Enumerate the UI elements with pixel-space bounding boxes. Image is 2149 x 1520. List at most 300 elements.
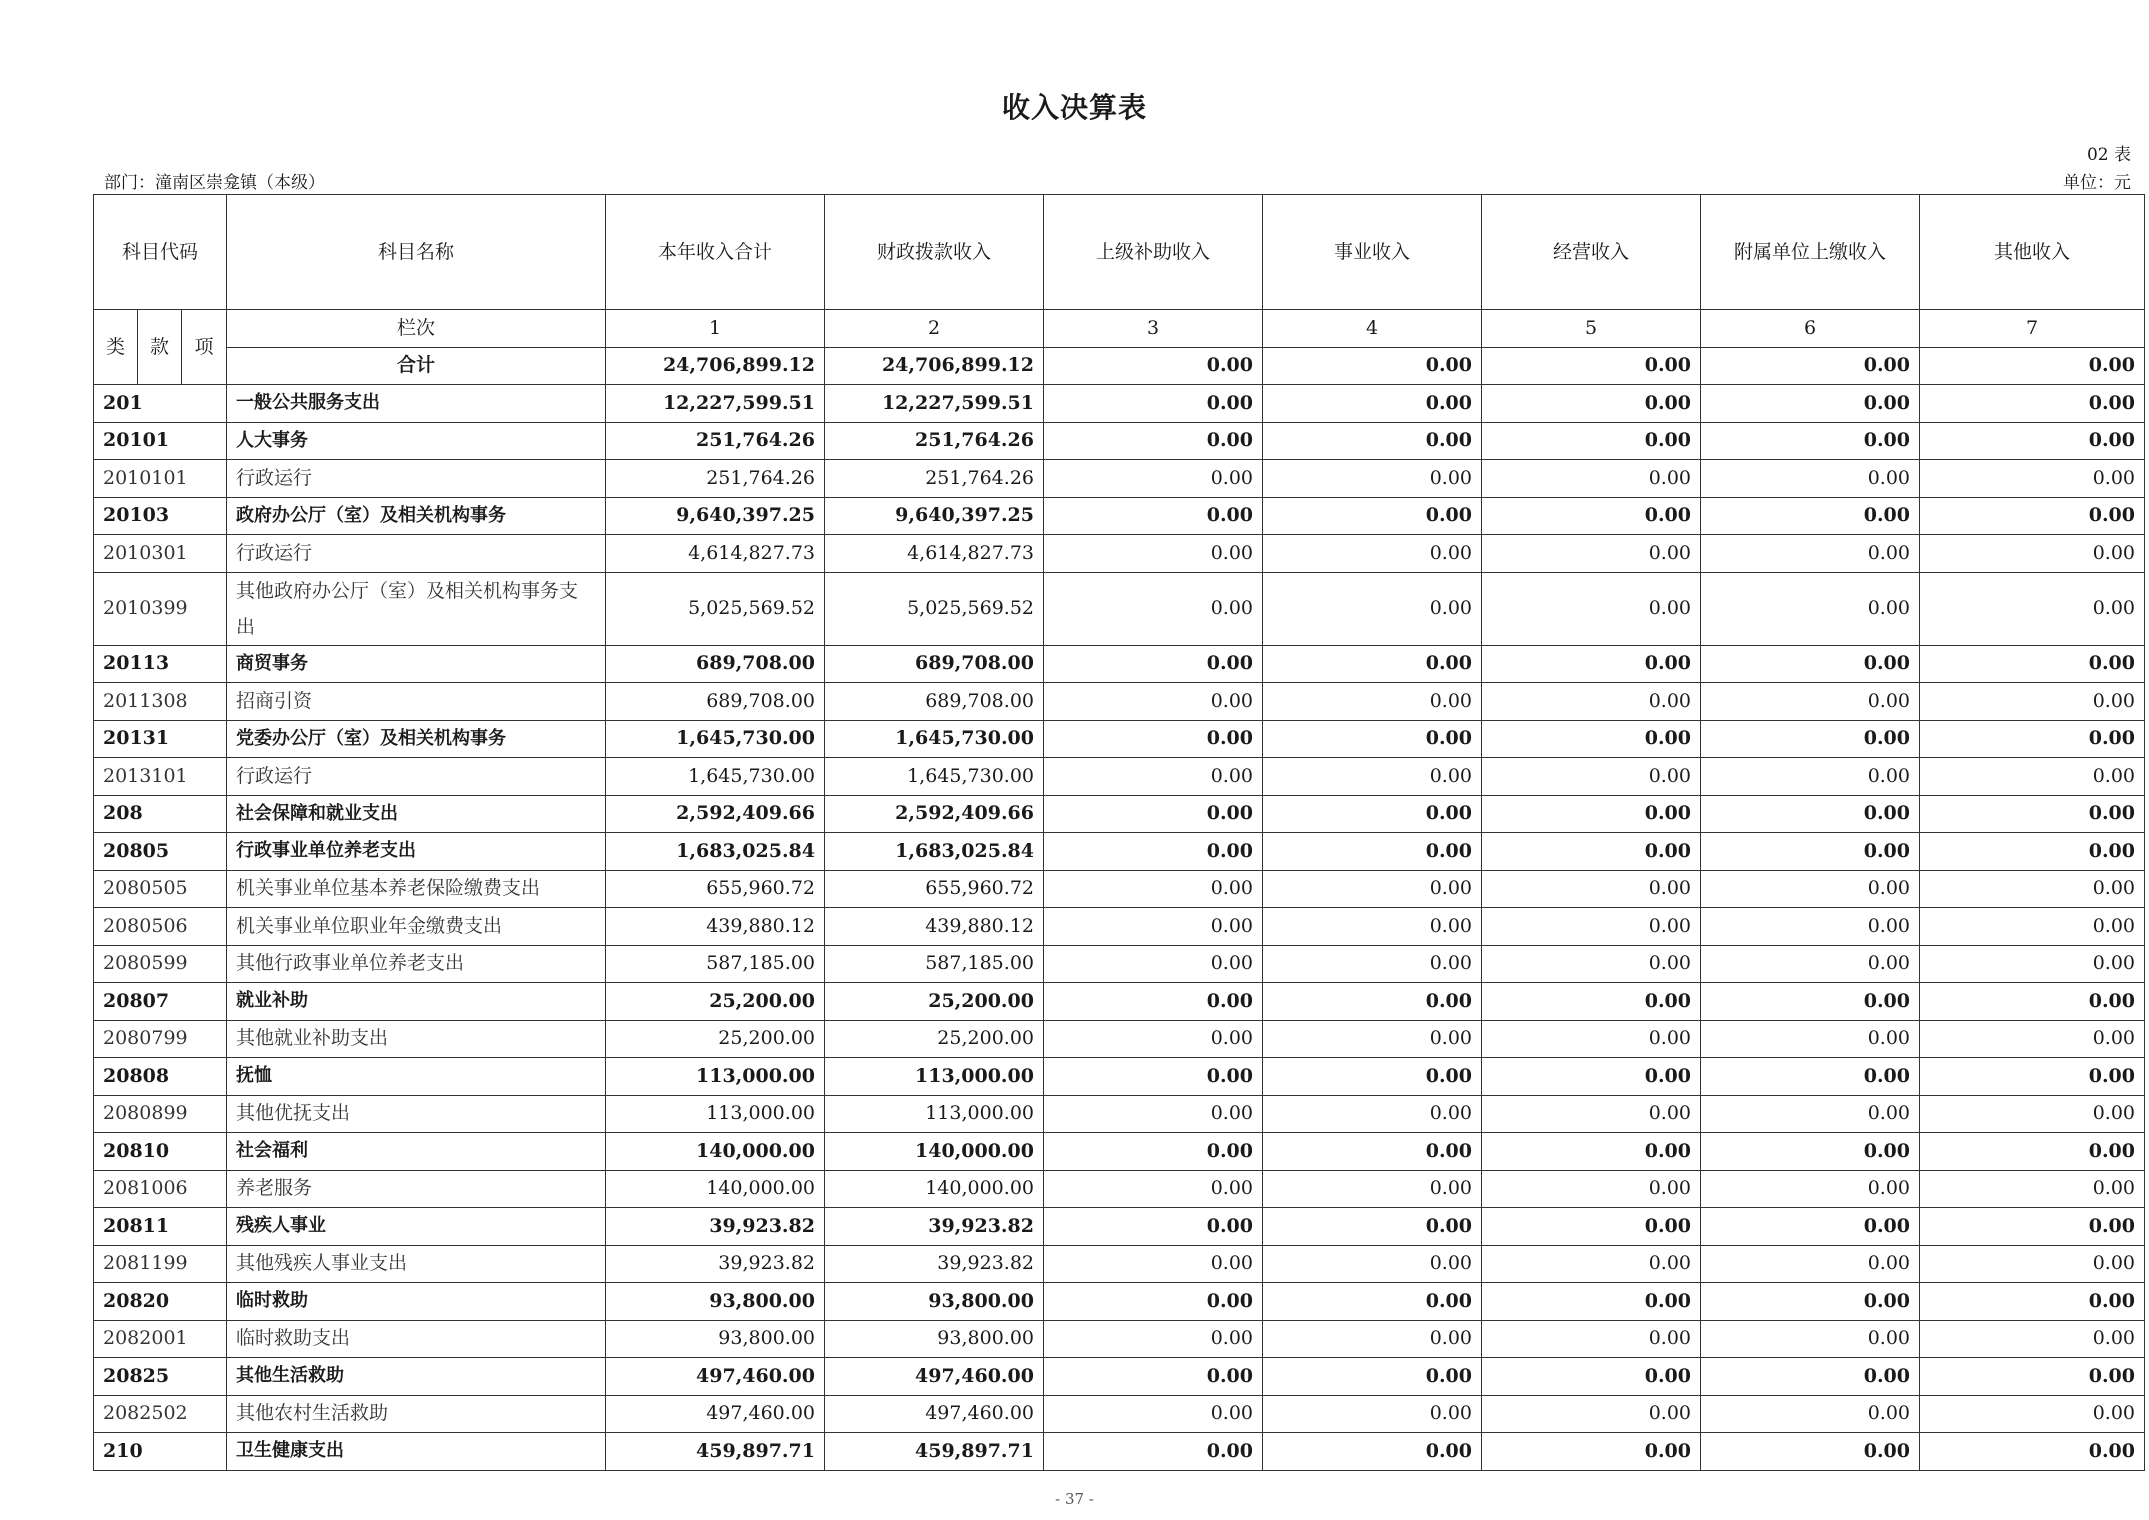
amount-cell: 0.00	[1701, 720, 1920, 758]
amount-cell: 0.00	[1044, 795, 1263, 833]
amount-cell: 0.00	[1044, 908, 1263, 946]
amount-cell: 0.00	[1920, 758, 2145, 796]
amount-cell: 0.00	[1263, 983, 1482, 1021]
amount-cell: 0.00	[1482, 983, 1701, 1021]
amount-cell: 0.00	[1920, 908, 2145, 946]
subject-name: 其他政府办公厅（室）及相关机构事务支出	[227, 572, 606, 645]
amount-cell: 0.00	[1701, 535, 1920, 573]
header-col-3: 上级补助收入	[1044, 195, 1263, 310]
subject-code: 2080799	[94, 1020, 227, 1058]
subject-name: 就业补助	[227, 983, 606, 1021]
subject-name: 临时救助	[227, 1283, 606, 1321]
subject-code: 20810	[94, 1133, 227, 1171]
amount-cell: 0.00	[1701, 1283, 1920, 1321]
amount-cell: 0.00	[1701, 1358, 1920, 1396]
amount-cell: 0.00	[1263, 945, 1482, 983]
amount-cell: 0.00	[1044, 1395, 1263, 1433]
amount-cell: 113,000.00	[825, 1095, 1044, 1133]
table-row	[94, 1245, 2145, 1283]
amount-cell: 0.00	[1263, 1395, 1482, 1433]
subject-name: 其他优抚支出	[227, 1095, 606, 1133]
amount-cell: 9,640,397.25	[606, 497, 825, 535]
subject-code: 20807	[94, 983, 227, 1021]
amount-cell: 0.00	[1701, 870, 1920, 908]
amount-cell: 459,897.71	[825, 1433, 1044, 1471]
amount-cell: 0.00	[1044, 1245, 1263, 1283]
amount-cell: 0.00	[1701, 1208, 1920, 1246]
table-row	[94, 1433, 2145, 1471]
amount-cell: 12,227,599.51	[606, 385, 825, 423]
amount-cell: 39,923.82	[606, 1208, 825, 1246]
page-number: - 37 -	[1055, 1490, 1094, 1508]
amount-cell: 497,460.00	[825, 1358, 1044, 1396]
amount-cell: 0.00	[1482, 870, 1701, 908]
amount-cell: 4,614,827.73	[825, 535, 1044, 573]
amount-cell: 459,897.71	[606, 1433, 825, 1471]
amount-cell: 0.00	[1920, 1358, 2145, 1396]
amount-cell: 0.00	[1263, 870, 1482, 908]
amount-cell: 689,708.00	[825, 683, 1044, 721]
amount-cell: 0.00	[1482, 908, 1701, 946]
amount-cell: 0.00	[1920, 385, 2145, 423]
amount-cell: 0.00	[1482, 1358, 1701, 1396]
subject-name: 其他生活救助	[227, 1358, 606, 1396]
table-row	[94, 683, 2145, 721]
amount-cell: 25,200.00	[825, 1020, 1044, 1058]
subject-code: 2082001	[94, 1320, 227, 1358]
column-number-6: 6	[1701, 310, 1920, 348]
subject-code: 20113	[94, 645, 227, 683]
amount-cell: 0.00	[1263, 795, 1482, 833]
amount-cell: 0.00	[1044, 1020, 1263, 1058]
amount-cell: 0.00	[1482, 758, 1701, 796]
amount-cell: 0.00	[1701, 1133, 1920, 1171]
amount-cell: 0.00	[1044, 1283, 1263, 1321]
amount-cell: 0.00	[1044, 870, 1263, 908]
table-row	[94, 1133, 2145, 1171]
table-row	[94, 1320, 2145, 1358]
amount-cell: 0.00	[1701, 833, 1920, 871]
amount-cell: 0.00	[1482, 460, 1701, 498]
amount-cell: 689,708.00	[606, 645, 825, 683]
amount-cell: 25,200.00	[606, 1020, 825, 1058]
amount-cell: 0.00	[1263, 833, 1482, 871]
subject-code: 2013101	[94, 758, 227, 796]
table-row	[94, 1208, 2145, 1246]
amount-cell: 0.00	[1263, 683, 1482, 721]
amount-cell: 140,000.00	[825, 1170, 1044, 1208]
amount-cell: 0.00	[1482, 1395, 1701, 1433]
amount-cell: 0.00	[1044, 1133, 1263, 1171]
amount-cell: 0.00	[1920, 422, 2145, 460]
header-col-5: 经营收入	[1482, 195, 1701, 310]
table-row	[94, 1283, 2145, 1321]
subject-name: 政府办公厅（室）及相关机构事务	[227, 497, 606, 535]
table-row	[94, 945, 2145, 983]
table-row	[94, 1058, 2145, 1096]
subject-code: 2080506	[94, 908, 227, 946]
amount-cell: 0.00	[1920, 795, 2145, 833]
amount-cell: 497,460.00	[606, 1395, 825, 1433]
subject-name: 残疾人事业	[227, 1208, 606, 1246]
column-number-1: 1	[606, 310, 825, 348]
amount-cell: 0.00	[1263, 1283, 1482, 1321]
table-row	[94, 460, 2145, 498]
amount-cell: 0.00	[1701, 385, 1920, 423]
amount-cell: 0.00	[1701, 1245, 1920, 1283]
income-table	[93, 194, 2145, 1471]
amount-cell: 689,708.00	[606, 683, 825, 721]
amount-cell: 0.00	[1263, 1095, 1482, 1133]
amount-cell: 0.00	[1263, 720, 1482, 758]
header-col-6: 附属单位上缴收入	[1701, 195, 1920, 310]
amount-cell: 0.00	[1920, 945, 2145, 983]
amount-cell: 0.00	[1044, 422, 1263, 460]
subject-name: 行政运行	[227, 460, 606, 498]
amount-cell: 113,000.00	[606, 1058, 825, 1096]
amount-cell: 0.00	[1263, 758, 1482, 796]
amount-cell: 0.00	[1701, 758, 1920, 796]
amount-cell: 25,200.00	[606, 983, 825, 1021]
amount-cell: 0.00	[1920, 870, 2145, 908]
subject-code: 20103	[94, 497, 227, 535]
table-row	[94, 497, 2145, 535]
amount-cell: 0.00	[1482, 833, 1701, 871]
subject-name: 抚恤	[227, 1058, 606, 1096]
subject-code: 20808	[94, 1058, 227, 1096]
amount-cell: 0.00	[1482, 1320, 1701, 1358]
amount-cell: 0.00	[1920, 572, 2145, 645]
amount-cell: 0.00	[1482, 1133, 1701, 1171]
table-row	[94, 422, 2145, 460]
subject-name: 机关事业单位职业年金缴费支出	[227, 908, 606, 946]
amount-cell: 0.00	[1482, 1283, 1701, 1321]
amount-cell: 140,000.00	[606, 1133, 825, 1171]
subject-name: 招商引资	[227, 683, 606, 721]
amount-cell: 0.00	[1920, 1245, 2145, 1283]
table-row	[94, 795, 2145, 833]
total-value: 24,706,899.12	[825, 347, 1044, 385]
total-value: 0.00	[1920, 347, 2145, 385]
amount-cell: 0.00	[1701, 983, 1920, 1021]
table-row	[94, 1358, 2145, 1396]
header-name: 科目名称	[227, 195, 606, 310]
amount-cell: 0.00	[1920, 1395, 2145, 1433]
department-label: 部门：潼南区崇龛镇（本级）	[104, 173, 325, 193]
subject-name: 其他农村生活救助	[227, 1395, 606, 1433]
table-body	[94, 385, 2145, 1471]
unit-label: 单位：元	[2063, 173, 2131, 193]
amount-cell: 12,227,599.51	[825, 385, 1044, 423]
amount-cell: 0.00	[1920, 645, 2145, 683]
amount-cell: 0.00	[1263, 1020, 1482, 1058]
column-number-4: 4	[1263, 310, 1482, 348]
subject-code: 208	[94, 795, 227, 833]
subject-code: 20805	[94, 833, 227, 871]
subject-name: 其他残疾人事业支出	[227, 1245, 606, 1283]
amount-cell: 0.00	[1263, 460, 1482, 498]
amount-cell: 0.00	[1701, 645, 1920, 683]
amount-cell: 0.00	[1920, 720, 2145, 758]
subject-name: 社会福利	[227, 1133, 606, 1171]
table-row	[94, 645, 2145, 683]
column-number-2: 2	[825, 310, 1044, 348]
total-value: 0.00	[1044, 347, 1263, 385]
amount-cell: 0.00	[1044, 945, 1263, 983]
amount-cell: 251,764.26	[825, 460, 1044, 498]
header-col-4: 事业收入	[1263, 195, 1482, 310]
amount-cell: 0.00	[1263, 1433, 1482, 1471]
amount-cell: 587,185.00	[606, 945, 825, 983]
amount-cell: 140,000.00	[606, 1170, 825, 1208]
subject-code: 2081006	[94, 1170, 227, 1208]
amount-cell: 1,645,730.00	[606, 758, 825, 796]
amount-cell: 0.00	[1920, 833, 2145, 871]
amount-cell: 4,614,827.73	[606, 535, 825, 573]
amount-cell: 655,960.72	[606, 870, 825, 908]
amount-cell: 0.00	[1701, 908, 1920, 946]
table-row	[94, 833, 2145, 871]
column-header-row	[94, 195, 2145, 310]
subject-name: 人大事务	[227, 422, 606, 460]
amount-cell: 0.00	[1920, 1020, 2145, 1058]
subject-name: 行政运行	[227, 535, 606, 573]
amount-cell: 0.00	[1701, 945, 1920, 983]
amount-cell: 0.00	[1044, 758, 1263, 796]
amount-cell: 0.00	[1263, 908, 1482, 946]
amount-cell: 0.00	[1920, 535, 2145, 573]
subject-name: 其他就业补助支出	[227, 1020, 606, 1058]
amount-cell: 689,708.00	[825, 645, 1044, 683]
amount-cell: 0.00	[1482, 535, 1701, 573]
amount-cell: 0.00	[1263, 422, 1482, 460]
amount-cell: 0.00	[1263, 385, 1482, 423]
table-row	[94, 535, 2145, 573]
amount-cell: 0.00	[1920, 1283, 2145, 1321]
header-xiang: 项	[182, 310, 227, 385]
amount-cell: 1,645,730.00	[825, 720, 1044, 758]
table-row	[94, 870, 2145, 908]
amount-cell: 0.00	[1263, 1208, 1482, 1246]
table-row	[94, 1395, 2145, 1433]
amount-cell: 1,683,025.84	[825, 833, 1044, 871]
amount-cell: 0.00	[1701, 1320, 1920, 1358]
amount-cell: 0.00	[1044, 1095, 1263, 1133]
amount-cell: 0.00	[1044, 497, 1263, 535]
amount-cell: 0.00	[1701, 1170, 1920, 1208]
subject-code: 2011308	[94, 683, 227, 721]
amount-cell: 25,200.00	[825, 983, 1044, 1021]
table-row	[94, 1020, 2145, 1058]
table-row	[94, 572, 2145, 645]
amount-cell: 0.00	[1482, 385, 1701, 423]
amount-cell: 5,025,569.52	[825, 572, 1044, 645]
amount-cell: 0.00	[1482, 1058, 1701, 1096]
amount-cell: 113,000.00	[606, 1095, 825, 1133]
subject-name: 机关事业单位基本养老保险缴费支出	[227, 870, 606, 908]
amount-cell: 0.00	[1701, 1058, 1920, 1096]
amount-cell: 0.00	[1263, 645, 1482, 683]
subject-name: 社会保障和就业支出	[227, 795, 606, 833]
subject-code: 210	[94, 1433, 227, 1471]
amount-cell: 0.00	[1920, 1133, 2145, 1171]
amount-cell: 0.00	[1044, 460, 1263, 498]
amount-cell: 0.00	[1482, 497, 1701, 535]
amount-cell: 0.00	[1482, 1208, 1701, 1246]
column-number-7: 7	[1920, 310, 2145, 348]
amount-cell: 439,880.12	[825, 908, 1044, 946]
amount-cell: 0.00	[1263, 1358, 1482, 1396]
subject-name: 行政运行	[227, 758, 606, 796]
amount-cell: 113,000.00	[825, 1058, 1044, 1096]
amount-cell: 497,460.00	[606, 1358, 825, 1396]
subject-code: 2010301	[94, 535, 227, 573]
amount-cell: 0.00	[1482, 945, 1701, 983]
amount-cell: 0.00	[1044, 1320, 1263, 1358]
amount-cell: 0.00	[1044, 683, 1263, 721]
total-value: 24,706,899.12	[606, 347, 825, 385]
subject-name: 一般公共服务支出	[227, 385, 606, 423]
amount-cell: 0.00	[1044, 1208, 1263, 1246]
amount-cell: 0.00	[1044, 1058, 1263, 1096]
amount-cell: 251,764.26	[606, 460, 825, 498]
table-row	[94, 983, 2145, 1021]
amount-cell: 93,800.00	[825, 1320, 1044, 1358]
subject-code: 2082502	[94, 1395, 227, 1433]
amount-cell: 39,923.82	[825, 1245, 1044, 1283]
table-row	[94, 1095, 2145, 1133]
amount-cell: 2,592,409.66	[606, 795, 825, 833]
amount-cell: 0.00	[1701, 497, 1920, 535]
subject-code: 20820	[94, 1283, 227, 1321]
subject-code: 2080599	[94, 945, 227, 983]
subject-name: 临时救助支出	[227, 1320, 606, 1358]
amount-cell: 0.00	[1263, 1320, 1482, 1358]
form-number: 02 表	[2086, 145, 2131, 165]
amount-cell: 439,880.12	[606, 908, 825, 946]
subject-code: 20825	[94, 1358, 227, 1396]
subject-name: 商贸事务	[227, 645, 606, 683]
amount-cell: 0.00	[1044, 645, 1263, 683]
amount-cell: 0.00	[1263, 572, 1482, 645]
amount-cell: 0.00	[1701, 795, 1920, 833]
amount-cell: 1,683,025.84	[606, 833, 825, 871]
amount-cell: 93,800.00	[606, 1320, 825, 1358]
amount-cell: 0.00	[1263, 1058, 1482, 1096]
amount-cell: 587,185.00	[825, 945, 1044, 983]
amount-cell: 0.00	[1920, 683, 2145, 721]
amount-cell: 0.00	[1701, 1433, 1920, 1471]
amount-cell: 0.00	[1044, 535, 1263, 573]
column-number-3: 3	[1044, 310, 1263, 348]
subject-name: 养老服务	[227, 1170, 606, 1208]
amount-cell: 497,460.00	[825, 1395, 1044, 1433]
amount-cell: 251,764.26	[825, 422, 1044, 460]
amount-cell: 0.00	[1044, 1433, 1263, 1471]
amount-cell: 0.00	[1920, 1433, 2145, 1471]
amount-cell: 0.00	[1482, 1433, 1701, 1471]
table-row	[94, 908, 2145, 946]
total-value: 0.00	[1701, 347, 1920, 385]
amount-cell: 2,592,409.66	[825, 795, 1044, 833]
amount-cell: 39,923.82	[606, 1245, 825, 1283]
amount-cell: 0.00	[1920, 1320, 2145, 1358]
subject-code: 2010101	[94, 460, 227, 498]
total-value: 0.00	[1263, 347, 1482, 385]
amount-cell: 9,640,397.25	[825, 497, 1044, 535]
amount-cell: 93,800.00	[606, 1283, 825, 1321]
amount-cell: 0.00	[1044, 833, 1263, 871]
amount-cell: 0.00	[1044, 1358, 1263, 1396]
subject-code: 2080505	[94, 870, 227, 908]
amount-cell: 0.00	[1701, 460, 1920, 498]
amount-cell: 140,000.00	[825, 1133, 1044, 1171]
header-kuan: 款	[138, 310, 182, 385]
amount-cell: 0.00	[1701, 572, 1920, 645]
column-number-5: 5	[1482, 310, 1701, 348]
amount-cell: 0.00	[1263, 535, 1482, 573]
amount-cell: 0.00	[1482, 1020, 1701, 1058]
amount-cell: 0.00	[1482, 1245, 1701, 1283]
amount-cell: 0.00	[1044, 983, 1263, 1021]
amount-cell: 0.00	[1482, 795, 1701, 833]
amount-cell: 0.00	[1263, 1170, 1482, 1208]
amount-cell: 0.00	[1482, 422, 1701, 460]
amount-cell: 0.00	[1044, 385, 1263, 423]
page-title: 收入决算表	[1001, 91, 1147, 124]
amount-cell: 0.00	[1920, 983, 2145, 1021]
subject-code: 20131	[94, 720, 227, 758]
header-col-7: 其他收入	[1920, 195, 2145, 310]
subject-code: 20101	[94, 422, 227, 460]
amount-cell: 0.00	[1920, 1095, 2145, 1133]
subject-name: 卫生健康支出	[227, 1433, 606, 1471]
table-row	[94, 720, 2145, 758]
subject-name: 党委办公厅（室）及相关机构事务	[227, 720, 606, 758]
amount-cell: 251,764.26	[606, 422, 825, 460]
amount-cell: 0.00	[1920, 460, 2145, 498]
amount-cell: 1,645,730.00	[606, 720, 825, 758]
total-value: 0.00	[1482, 347, 1701, 385]
amount-cell: 0.00	[1044, 720, 1263, 758]
amount-cell: 0.00	[1482, 1095, 1701, 1133]
amount-cell: 0.00	[1701, 1395, 1920, 1433]
amount-cell: 0.00	[1701, 683, 1920, 721]
amount-cell: 0.00	[1920, 1058, 2145, 1096]
total-label: 合计	[227, 347, 606, 385]
amount-cell: 0.00	[1263, 1245, 1482, 1283]
amount-cell: 0.00	[1482, 1170, 1701, 1208]
amount-cell: 655,960.72	[825, 870, 1044, 908]
amount-cell: 93,800.00	[825, 1283, 1044, 1321]
amount-cell: 0.00	[1701, 1095, 1920, 1133]
amount-cell: 0.00	[1263, 1133, 1482, 1171]
amount-cell: 0.00	[1482, 572, 1701, 645]
header-col-2: 财政拨款收入	[825, 195, 1044, 310]
amount-cell: 0.00	[1482, 645, 1701, 683]
subject-name: 其他行政事业单位养老支出	[227, 945, 606, 983]
amount-cell: 1,645,730.00	[825, 758, 1044, 796]
total-row	[94, 347, 2145, 385]
table-row	[94, 758, 2145, 796]
subject-code: 201	[94, 385, 227, 423]
table-row	[94, 1170, 2145, 1208]
header-lanci: 栏次	[227, 310, 606, 348]
amount-cell: 0.00	[1482, 720, 1701, 758]
header-col-1: 本年收入合计	[606, 195, 825, 310]
subject-code: 20811	[94, 1208, 227, 1246]
amount-cell: 5,025,569.52	[606, 572, 825, 645]
